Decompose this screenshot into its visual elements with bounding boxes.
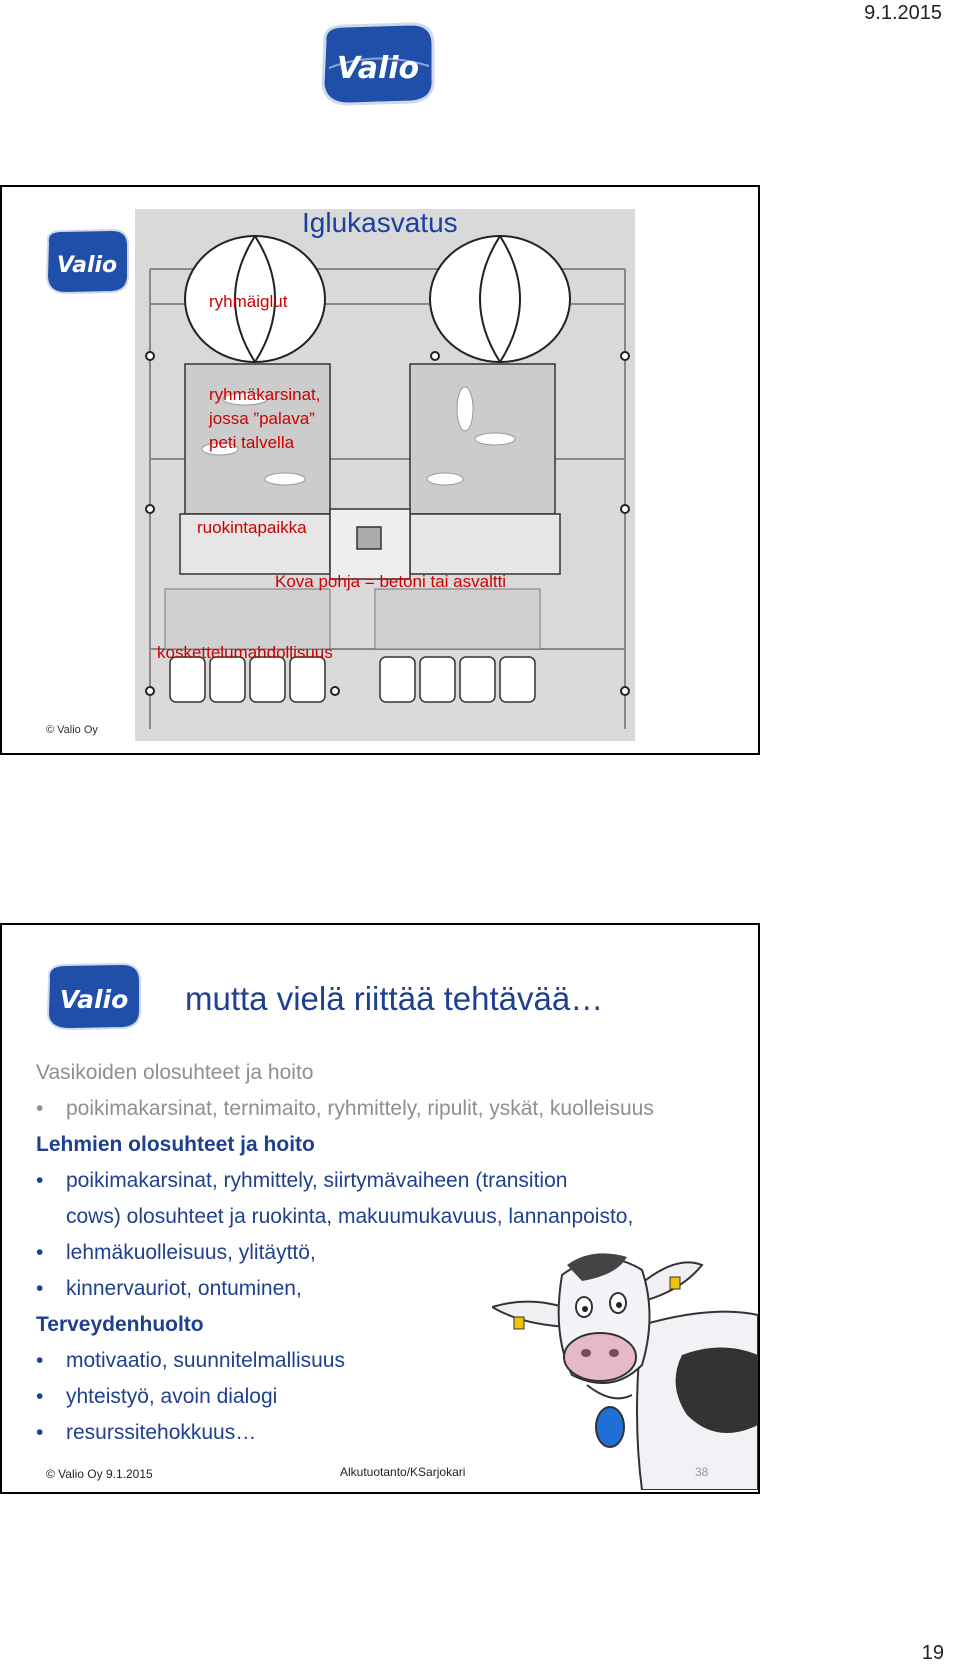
list-item: • motivaatio, suunnitelmallisuus <box>36 1343 756 1379</box>
label-pens-3: peti talvella <box>209 433 295 452</box>
bullet-icon: • <box>36 1349 44 1372</box>
list-item: • yhteistyö, avoin dialogi <box>36 1379 756 1415</box>
footer-slide-number: 38 <box>695 1465 709 1479</box>
svg-text:Valio: Valio <box>56 253 118 278</box>
bullet-icon: • <box>36 1421 44 1444</box>
slide1-copyright: © Valio Oy <box>46 724 98 736</box>
list-item: • poikimakarsinat, ternimaito, ryhmittely, ripulit, yskät, kuolleisuus <box>36 1091 756 1127</box>
svg-text:Valio: Valio <box>59 985 129 1014</box>
bullet-icon: • <box>36 1097 44 1120</box>
section-heading: Terveydenhuolto <box>36 1313 204 1336</box>
slide1-title: Iglukasvatus <box>302 207 458 238</box>
bullet-icon: • <box>36 1169 44 1192</box>
bullet-icon: • <box>36 1277 44 1300</box>
page-number: 19 <box>921 1642 944 1664</box>
footer-copyright: © Valio Oy 9.1.2015 <box>46 1467 153 1481</box>
slide-valio-logo <box>42 227 132 297</box>
list-item: • poikimakarsinat, ryhmittely, siirtymävaiheen (transition <box>36 1163 756 1199</box>
slide2-valio-logo <box>42 961 146 1033</box>
cow-illustration <box>492 1245 758 1490</box>
bullet-icon: • <box>36 1241 44 1264</box>
label-pens-2: jossa ”palava” <box>209 409 315 428</box>
slide2-title: mutta vielä riittää tehtävää… <box>185 980 604 1017</box>
label-pens-1: ryhmäkarsinat, <box>209 385 321 404</box>
list-item: cows) olosuhteet ja ruokinta, makuumukavuus, lannanpoisto, <box>66 1205 634 1228</box>
section-heading: Vasikoiden olosuhteet ja hoito <box>36 1061 314 1084</box>
bullet-icon: • <box>36 1385 44 1408</box>
label-feeding: ruokintapaikka <box>197 518 307 537</box>
svg-text:Valio: Valio <box>336 51 420 86</box>
valio-logo <box>315 20 441 108</box>
section-heading: Lehmien olosuhteet ja hoito <box>36 1133 315 1156</box>
label-ground: Kova pohja = betoni tai asvaltti <box>275 572 507 591</box>
list-item: • kinnervauriot, ontuminen, <box>36 1271 756 1307</box>
label-contact: koskettelumahdollisuus <box>157 643 333 662</box>
list-item: • resurssitehokkuus… <box>36 1415 756 1451</box>
footer-author: Alkutuotanto/KSarjokari <box>340 1465 466 1479</box>
slide-iglukasvatus <box>0 185 760 755</box>
slide-tasks <box>0 923 760 1494</box>
list-item: • lehmäkuolleisuus, ylitäyttö, <box>36 1235 756 1271</box>
page-date: 9.1.2015 <box>864 2 942 24</box>
label-igloos: ryhmäiglut <box>209 292 288 311</box>
